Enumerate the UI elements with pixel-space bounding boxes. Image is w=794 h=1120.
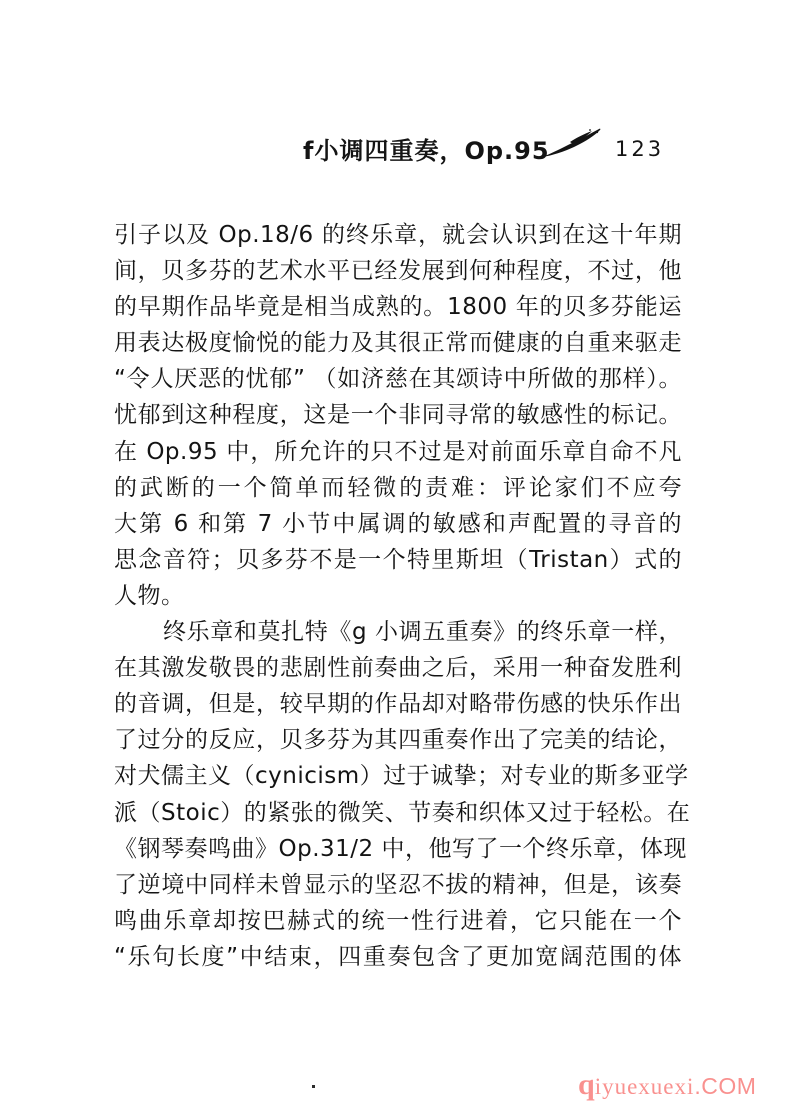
text-line: 《钢琴奏鸣曲》Op.31/2 中，他写了一个终乐章，体现 (114, 835, 687, 862)
brush-stroke-icon (540, 126, 604, 160)
text-line: 了过分的反应，贝多芬为其四重奏作出了完美的结论， (114, 727, 682, 754)
page-number: 123 (615, 137, 665, 161)
text-line: 在其激发敬畏的悲剧性前奏曲之后，采用一种奋发胜利 (114, 655, 682, 682)
text-line: 引子以及 Op.18/6 的终乐章，就会认识到在这十年期 (114, 222, 682, 248)
text-line: 大第 6 和第 7 小节中属调的敏感和声配置的寻音的 (114, 510, 682, 537)
text-line: 鸣曲乐章却按巴赫式的统一性行进着，它只能在一个 (114, 907, 682, 934)
text-line: 在 Op.95 中，所允许的只不过是对前面乐章自命不凡 (114, 438, 682, 465)
chapter-title: f小调四重奏，Op.95 (303, 137, 550, 165)
body-text (114, 218, 691, 976)
text-line: 对犬儒主义（cynicism）过于诚挚；对专业的斯多亚学 (114, 763, 689, 790)
text-line: 的武断的一个简单而轻微的责难：评论家们不应夸 (114, 474, 682, 501)
text-line: 间，贝多芬的艺术水平已经发展到何种程度，不过，他 (114, 258, 682, 285)
text-line: 派（Stoic）的紧张的微笑、节奏和织体又过于轻松。在 (114, 799, 691, 826)
text-line: 的音调，但是，较早期的作品却对略带伤感的快乐作出 (114, 691, 682, 718)
watermark-tld: .COM (694, 1073, 757, 1099)
watermark-initial: q (578, 1068, 595, 1101)
text-line: 人物。 (114, 582, 185, 609)
text-line: 忧郁到这种程度，这是一个非同寻常的敏感性的标记。 (114, 402, 682, 429)
text-line: “乐句长度”中结束，四重奏包含了更加宽阔范围的体 (114, 943, 682, 970)
text-line: “令人厌恶的忧郁” （如济慈在其颂诗中所做的那样）。 (114, 366, 682, 393)
text-line: 思念音符；贝多芬不是一个特里斯坦（Tristan）式的 (114, 546, 682, 573)
speck-dot (312, 1085, 315, 1088)
text-line: 了逆境中同样未曾显示的坚忍不拔的精神，但是，该奏 (114, 871, 682, 898)
text-line: 用表达极度愉悦的能力及其很正常而健康的自重来驱走 (114, 330, 682, 357)
text-line: 终乐章和莫扎特《g 小调五重奏》的终乐章一样， (163, 619, 682, 646)
text-line: 的早期作品毕竟是相当成熟的。1800 年的贝多芬能运 (114, 294, 682, 321)
watermark (578, 1068, 756, 1102)
watermark-name: iyuexuexi (594, 1074, 695, 1099)
